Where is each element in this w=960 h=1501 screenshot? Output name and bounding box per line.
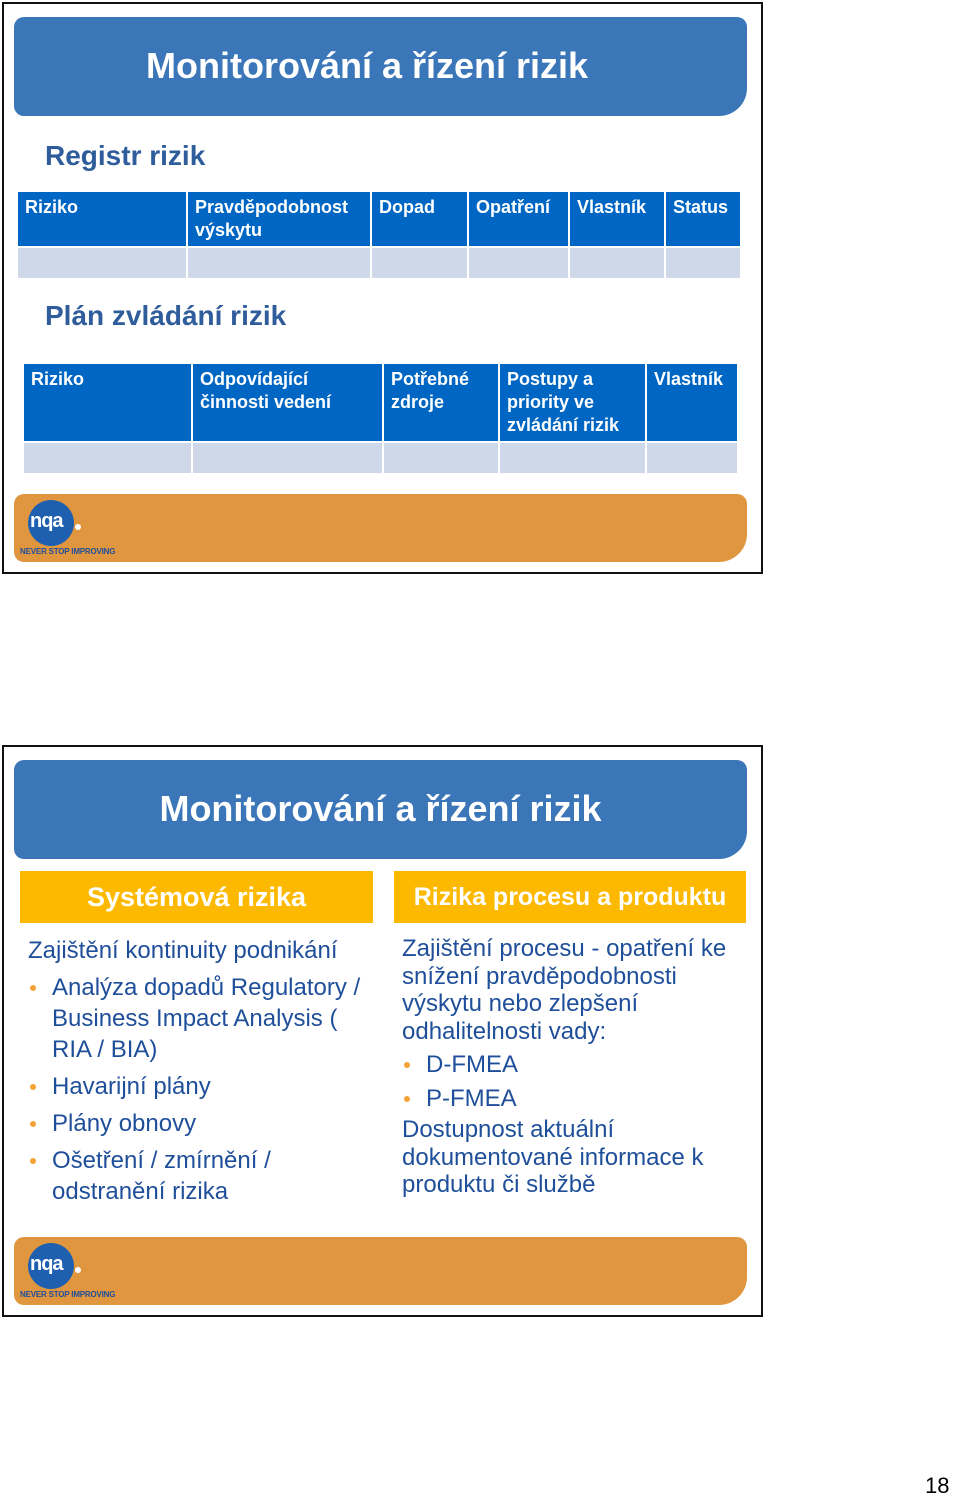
slide-1 <box>2 2 763 574</box>
column-header: Postupy a priority ve zvládání rizik <box>499 364 646 442</box>
column-header: Vlastník <box>569 192 665 247</box>
slide-title: Monitorování a řízení rizik <box>159 788 602 829</box>
process-risks-content <box>402 935 742 1199</box>
column-header: Opatření <box>468 192 569 247</box>
systemic-risks-content <box>28 935 378 1207</box>
column-header: Riziko <box>24 364 192 442</box>
list-item: Analýza dopadů Regulatory / Business Impact Analysis ( RIA / BIA) <box>28 972 378 1065</box>
risk-register-table <box>18 192 740 278</box>
outro-text: Dostupnost aktuální dokumentované informace k produktu či službě <box>402 1116 704 1198</box>
logo-slogan: NEVER STOP IMPROVING <box>20 547 116 556</box>
slide-title-bar <box>14 760 747 859</box>
column-header: Odpovídající činnosti vedení <box>192 364 383 442</box>
slide-2 <box>2 745 763 1317</box>
list-item: Plány obnovy <box>28 1108 378 1139</box>
logo-slogan: NEVER STOP IMPROVING <box>20 1290 116 1299</box>
list-item: Havarijní plány <box>28 1071 378 1102</box>
list-item: Ošetření / zmírnění / odstranění rizika <box>28 1145 378 1207</box>
column-header: Riziko <box>18 192 187 247</box>
intro-text: Zajištění kontinuity podnikání <box>28 937 338 964</box>
systemic-risks-heading: Systémová rizika <box>20 871 373 923</box>
column-header: Vlastník <box>646 364 737 442</box>
column-header: Status <box>665 192 740 247</box>
page-number: 18 <box>925 1473 950 1498</box>
table-row <box>18 247 740 278</box>
risk-plan-table <box>24 364 737 473</box>
slide-title-bar <box>14 17 747 116</box>
bullet-list <box>402 1051 742 1112</box>
process-risks-heading: Rizika procesu a produktu <box>394 871 746 923</box>
list-item: P-FMEA <box>402 1085 742 1113</box>
column-header: Pravděpodobnost výskytu <box>187 192 371 247</box>
logo-text: nqa <box>30 510 63 532</box>
column-header: Potřebné zdroje <box>383 364 499 442</box>
intro-text: Zajištění procesu - opatření ke snížení pravděpodobnosti výskytu nebo zlepšení odhalitelnosti vady: <box>402 935 727 1045</box>
table-row <box>24 442 737 473</box>
nqa-logo <box>14 500 126 562</box>
plan-heading: Plán zvládání rizik <box>45 300 287 331</box>
bullet-list <box>28 972 378 1207</box>
list-item: D-FMEA <box>402 1051 742 1079</box>
register-heading: Registr rizik <box>45 140 206 171</box>
nqa-logo <box>14 1243 126 1305</box>
slide-title: Monitorování a řízení rizik <box>146 45 589 86</box>
column-header: Dopad <box>371 192 468 247</box>
logo-text: nqa <box>30 1253 63 1275</box>
